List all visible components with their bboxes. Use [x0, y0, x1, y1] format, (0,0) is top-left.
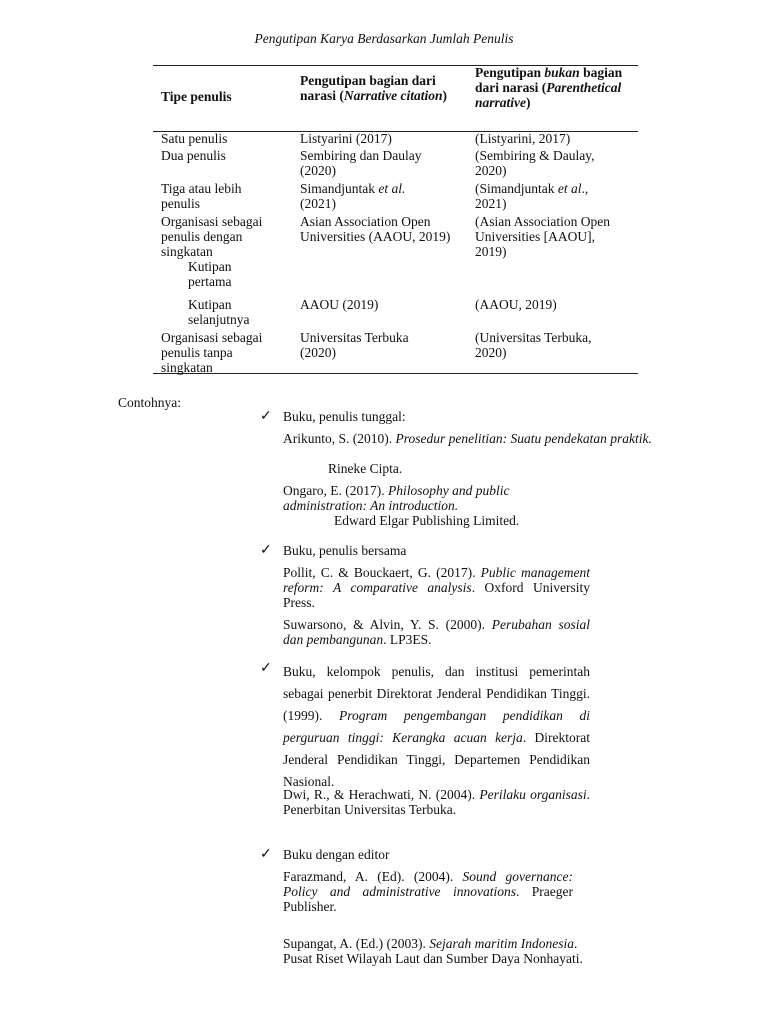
table-row-type: Tiga atau lebih penulis — [161, 181, 242, 211]
table-row-narrative: Asian Association Open Universities (AAOU, 2019) — [300, 214, 451, 244]
check-icon: ✓ — [260, 661, 272, 676]
reference-entry: Dwi, R., & Herachwati, N. (2004). Perilaku organisasi. Penerbitan Universitas Terbuka. — [283, 787, 590, 817]
table-row-narrative: Listyarini (2017) — [300, 131, 392, 146]
check-icon: ✓ — [260, 847, 272, 862]
check-icon: ✓ — [260, 543, 272, 558]
reference-entry: Ongaro, E. (2017). Philosophy and public administration: An introduction. — [283, 483, 510, 513]
reference-entry: Suwarsono, & Alvin, Y. S. (2000). Perubahan sosial dan pembangunan. LP3ES. — [283, 617, 590, 647]
examples-label: Contohnya: — [118, 395, 181, 410]
table-row-paren: (Listyarini, 2017) — [475, 131, 571, 146]
section-heading: Buku, penulis tunggal: — [283, 409, 406, 424]
header-narrative-citation: Pengutipan bagian dari narasi (Narrative citation) — [300, 73, 447, 103]
table-row-type: Satu penulis — [161, 131, 228, 146]
table-row-narrative: Universitas Terbuka (2020) — [300, 330, 409, 360]
reference-entry: Arikunto, S. (2010). Prosedur penelitian: Suatu pendekatan praktik. — [283, 431, 652, 446]
header-tipe-penulis: Tipe penulis — [161, 89, 232, 104]
section-heading: Buku, penulis bersama — [283, 543, 407, 558]
reference-entry-publisher: Edward Elgar Publishing Limited. — [334, 513, 520, 528]
table-row-narrative: Simandjuntak et al. (2021) — [300, 181, 406, 211]
reference-entry: Supangat, A. (Ed.) (2003). Sejarah maritim Indonesia. Pusat Riset Wilayah Laut dan Sumber Daya Nonhayati. — [283, 936, 583, 966]
table-row-paren: (Universitas Terbuka, 2020) — [475, 330, 592, 360]
page-title: Pengutipan Karya Berdasarkan Jumlah Penulis — [254, 31, 514, 46]
reference-entry-publisher: Rineke Cipta. — [328, 461, 403, 476]
table-row-subtype: Kutipan selanjutnya — [188, 297, 250, 327]
table-row-type: Organisasi sebagai penulis dengan singkatan — [161, 214, 263, 259]
table-row-narrative: AAOU (2019) — [300, 297, 379, 312]
table-row-paren: (Simandjuntak et al., 2021) — [475, 181, 589, 211]
table-row-subtype: Kutipan pertama — [188, 259, 232, 289]
table-row-narrative: Sembiring dan Daulay (2020) — [300, 148, 422, 178]
table-row-paren: (AAOU, 2019) — [475, 297, 557, 312]
table-row-type: Organisasi sebagai penulis tanpa singkatan — [161, 330, 263, 375]
table-row-type: Dua penulis — [161, 148, 226, 163]
table-row-paren: (Sembiring & Daulay, 2020) — [475, 148, 595, 178]
table-row-paren: (Asian Association Open Universities [AAOU], 2019) — [475, 214, 610, 259]
check-icon: ✓ — [260, 409, 272, 424]
reference-entry: Pollit, C. & Bouckaert, G. (2017). Public management reform: A comparative analysis. Oxford University Press. — [283, 565, 591, 610]
reference-entry: Farazmand, A. (Ed). (2004). Sound governance: Policy and administrative innovations. Praeger Publisher. — [283, 869, 573, 914]
section-heading: Buku, kelompok penulis, dan institusi pemerintah sebagai penerbit Direktorat Jenderal Pendidikan Tinggi. (1999). Program pengembangan pendidikan di perguruan tinggi: Kerangka acuan kerja. Direktorat Jenderal Pendidikan Tinggi, Departemen Pendidikan Nasional. — [283, 664, 590, 789]
section-heading: Buku dengan editor — [283, 847, 390, 862]
header-parenthetical: Pengutipan bukan bagian dari narasi (Parenthetical narrative) — [475, 65, 623, 110]
